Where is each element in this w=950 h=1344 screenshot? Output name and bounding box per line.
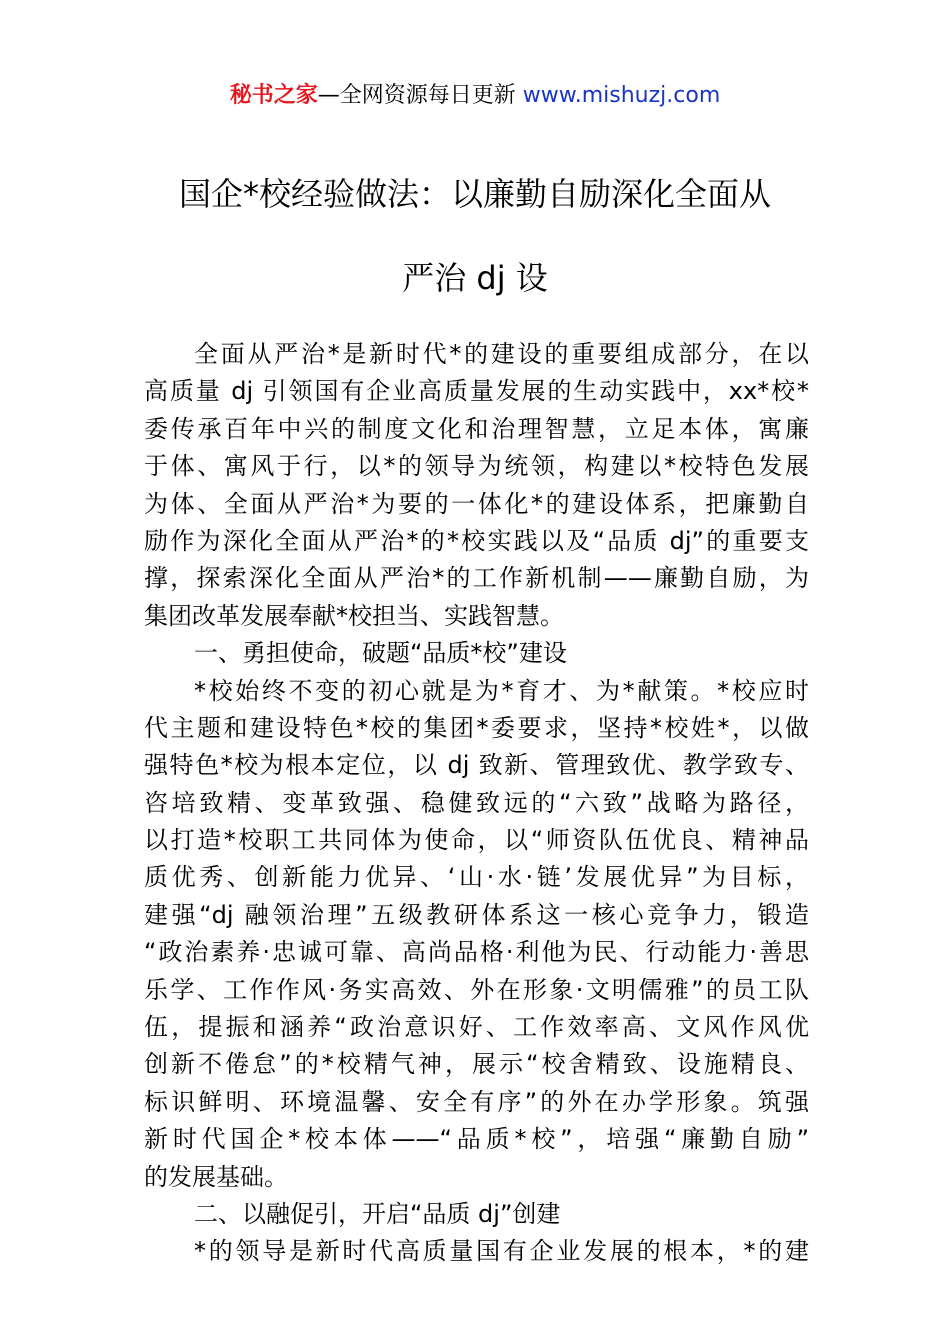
body-line: 一、勇担使命，破题“品质*校”建设 [194, 639, 567, 668]
body-line: *的领导是新时代高质量国有企业发展的根本，*的建 [194, 1237, 809, 1266]
title-line-1: 国企*校经验做法：以廉勤自励深化全面从 [178, 175, 771, 213]
body-line: 咨培致精、变革致强、稳健致远的“六致”战略为路径， [144, 788, 809, 817]
body-line: 励作为深化全面从严治*的*校实践以及“品质 dj”的重要支 [144, 526, 809, 555]
body-line: 乐学、工作作风·务实高效、外在形象·文明儒雅”的员工队 [144, 975, 809, 1004]
body-line: 高质量 dj 引领国有企业高质量发展的生动实践中，xx*校* [144, 377, 809, 406]
body-line: 于体、寓风于行，以*的领导为统领，构建以*校特色发展 [144, 452, 809, 481]
body-line: 撑，探索深化全面从严治*的工作新机制——廉勤自励，为 [144, 564, 809, 593]
body-line: 为体、全面从严治*为要的一体化*的建设体系，把廉勤自 [144, 489, 809, 518]
body-line: 二、以融促引，开启“品质 dj”创建 [194, 1199, 561, 1228]
body-line: 委传承百年中兴的制度文化和治理智慧，立足本体，寓廉 [144, 414, 809, 443]
body-line: 集团改革发展奉献*校担当、实践智慧。 [144, 601, 564, 630]
document-body [144, 336, 809, 1271]
body-line: 标识鲜明、环境温馨、安全有序”的外在办学形象。筑强 [144, 1087, 809, 1116]
body-line: 伍，提振和涵养“政治意识好、工作效率高、文风作风优 [144, 1013, 809, 1042]
body-line: 质优秀、创新能力优异、‘山·水·链’发展优异”为目标， [144, 863, 809, 892]
body-line: 的发展基础。 [144, 1162, 288, 1191]
document-title [100, 152, 850, 320]
banner-tagline: —全网资源每日更新 [317, 83, 516, 108]
body-line: 创新不倦怠”的*校精气神，展示“校舍精致、设施精良、 [144, 1050, 809, 1079]
body-line: 新时代国企*校本体——“品质*校”，培强“廉勤自励” [144, 1125, 809, 1154]
body-line: 强特色*校为根本定位，以 dj 致新、管理致优、教学致专、 [144, 751, 809, 780]
banner-brand: 秘书之家 [229, 83, 318, 108]
title-line-2: 严治 dj 设 [402, 259, 548, 297]
body-line: 全面从严治*是新时代*的建设的重要组成部分，在以 [194, 340, 809, 368]
body-line: “政治素养·忠诚可靠、高尚品格·利他为民、行动能力·善思 [144, 938, 809, 967]
body-line: *校始终不变的初心就是为*育才、为*献策。*校应时 [194, 676, 809, 705]
body-line: 代主题和建设特色*校的集团*委要求，坚持*校姓*，以做 [144, 713, 809, 742]
banner-url-link[interactable]: www.mishuzj.com [522, 83, 721, 108]
body-line: 建强“dj 融领治理”五级教研体系这一核心竞争力，锻造 [144, 900, 809, 929]
site-banner [0, 80, 950, 112]
body-line: 以打造*校职工共同体为使命，以“师资队伍优良、精神品 [144, 826, 809, 855]
